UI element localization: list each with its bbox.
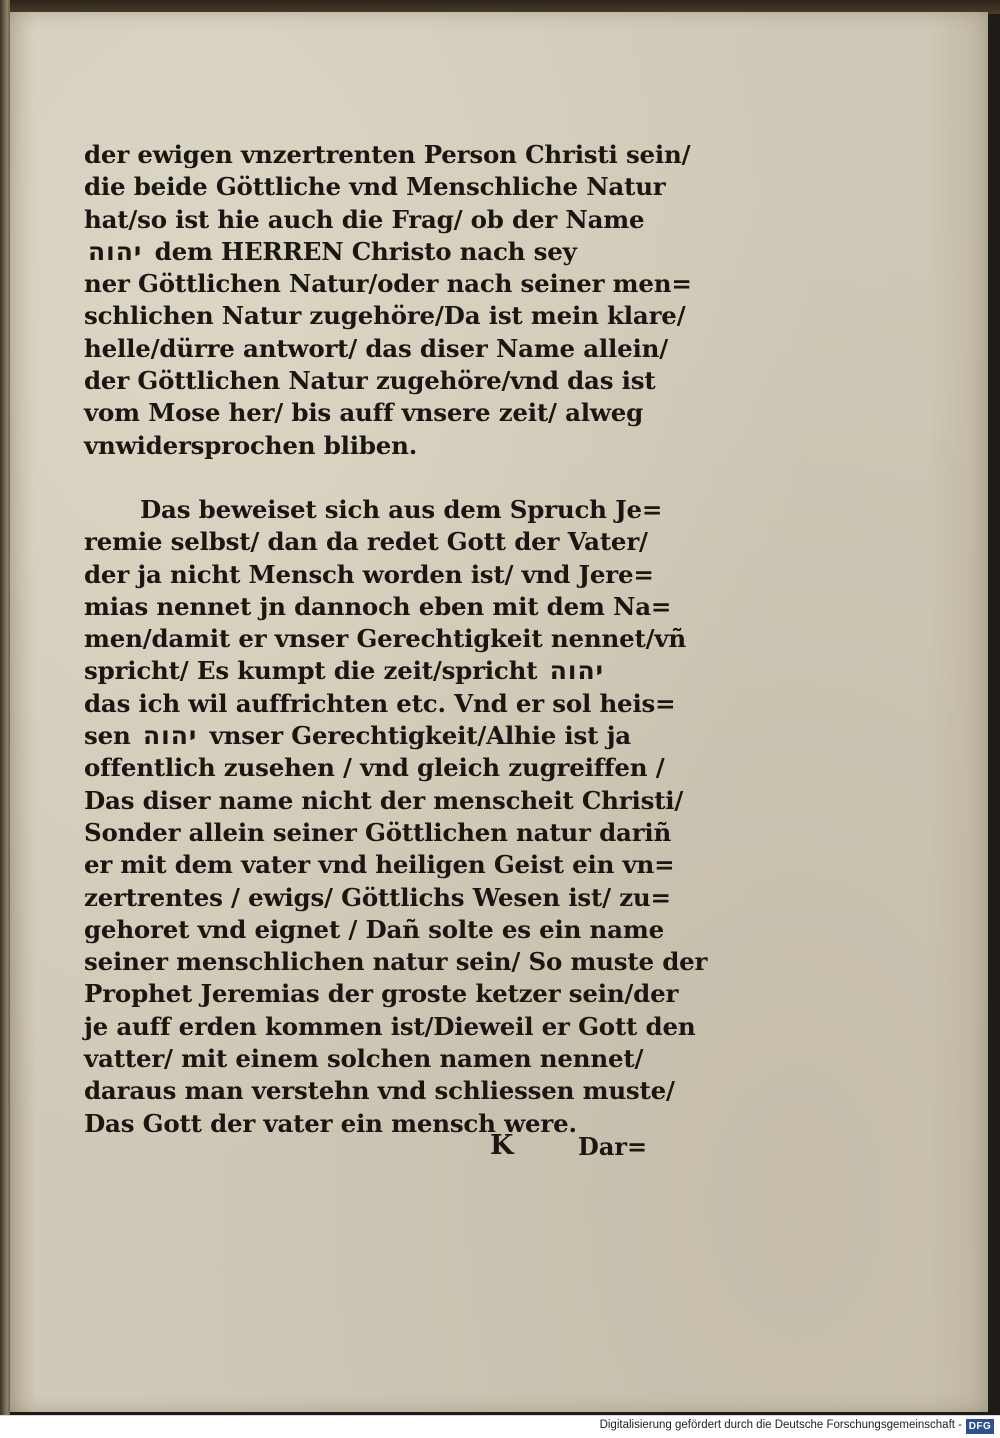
text-line: er mit dem vater vnd heiligen Geist ein vn= bbox=[84, 850, 675, 880]
text-line: offentlich zusehen / vnd gleich zugreiffen / bbox=[84, 753, 665, 783]
text-line: die beide Göttliche vnd Menschliche Natur bbox=[84, 172, 666, 202]
text-line: vom Mose her/ bis auff vnsere zeit/ alweg bbox=[84, 398, 644, 428]
text-line: vatter/ mit einem solchen namen nennet/ bbox=[84, 1044, 644, 1074]
text-line: seiner menschlichen natur sein/ So muste der bbox=[84, 947, 708, 977]
hebrew-tetragrammaton: יהוה bbox=[88, 236, 143, 266]
text-line: Das Gott der vater ein mensch were. bbox=[84, 1108, 577, 1138]
text-line: der ja nicht Mensch worden ist/ vnd Jere= bbox=[84, 559, 654, 589]
text-line-with-hebrew bbox=[84, 720, 674, 752]
text-line: Sonder allein seiner Göttlichen natur dariñ bbox=[84, 817, 672, 847]
text-line: je auff erden kommen ist/Dieweil er Gott den bbox=[84, 1011, 696, 1041]
text-line: schlichen Natur zugehöre/Da ist mein klare/ bbox=[84, 301, 686, 331]
hebrew-tetragrammaton: יהוה bbox=[142, 721, 198, 751]
text-line: gehoret vnd eignet / Dañ solte es ein name bbox=[84, 914, 664, 944]
text-line: Prophet Jeremias der groste ketzer sein/der bbox=[84, 979, 679, 1009]
text-line: Das diser name nicht der menscheit Christi/ bbox=[84, 785, 684, 815]
text-line: der ewigen vnzertrenten Person Christi sein/ bbox=[84, 140, 691, 169]
signature-mark: K bbox=[490, 1130, 514, 1161]
book-spine-edge bbox=[0, 0, 10, 1415]
dfg-logo-icon: DFG bbox=[966, 1419, 994, 1434]
text-fragment: vnser Gerechtigkeit/Alhie ist ja bbox=[209, 721, 631, 751]
text-line: zertrentes / ewigs/ Göttlichs Wesen ist/ zu= bbox=[84, 882, 671, 912]
text-line: vnwidersprochen bliben. bbox=[84, 430, 418, 460]
text-fragment: dem HERREN Christo nach sey bbox=[154, 236, 577, 266]
text-line: remie selbst/ dan da redet Gott der Vater/ bbox=[84, 527, 648, 557]
text-line-with-hebrew bbox=[84, 655, 674, 687]
paper-page bbox=[10, 12, 988, 1412]
text-line: der Göttlichen Natur zugehöre/vnd das ist bbox=[84, 366, 656, 396]
footer-bar bbox=[0, 1415, 1000, 1438]
text-fragment: sen bbox=[84, 721, 131, 751]
body-text bbox=[84, 139, 708, 1140]
text-line: Das beweiset sich aus dem Spruch Je= bbox=[140, 494, 663, 524]
text-line: daraus man verstehn vnd schliessen muste/ bbox=[84, 1076, 675, 1106]
funding-credit: Digitalisierung gefördert durch die Deutsche Forschungsgemeinschaft - bbox=[599, 1419, 962, 1431]
text-line: helle/dürre antwort/ das diser Name allein/ bbox=[84, 333, 669, 363]
paragraph-gap bbox=[84, 462, 674, 494]
text-line: men/damit er vnser Gerechtigkeit nennet/vñ bbox=[84, 624, 686, 654]
text-line-with-hebrew bbox=[84, 236, 674, 268]
catchword: Dar= bbox=[578, 1132, 648, 1161]
text-fragment: spricht/ Es kumpt die zeit/spricht bbox=[84, 656, 538, 686]
text-line: hat/so ist hie auch die Frag/ ob der Name bbox=[84, 204, 645, 234]
text-line: mias nennet jn dannoch eben mit dem Na= bbox=[84, 591, 672, 621]
text-line: ner Göttlichen Natur/oder nach seiner men= bbox=[84, 269, 692, 299]
signature-catchword-line bbox=[484, 1130, 674, 1170]
hebrew-tetragrammaton: יהוה bbox=[549, 656, 605, 686]
text-line: das ich wil auffrichten etc. Vnd er sol heis= bbox=[84, 688, 676, 718]
